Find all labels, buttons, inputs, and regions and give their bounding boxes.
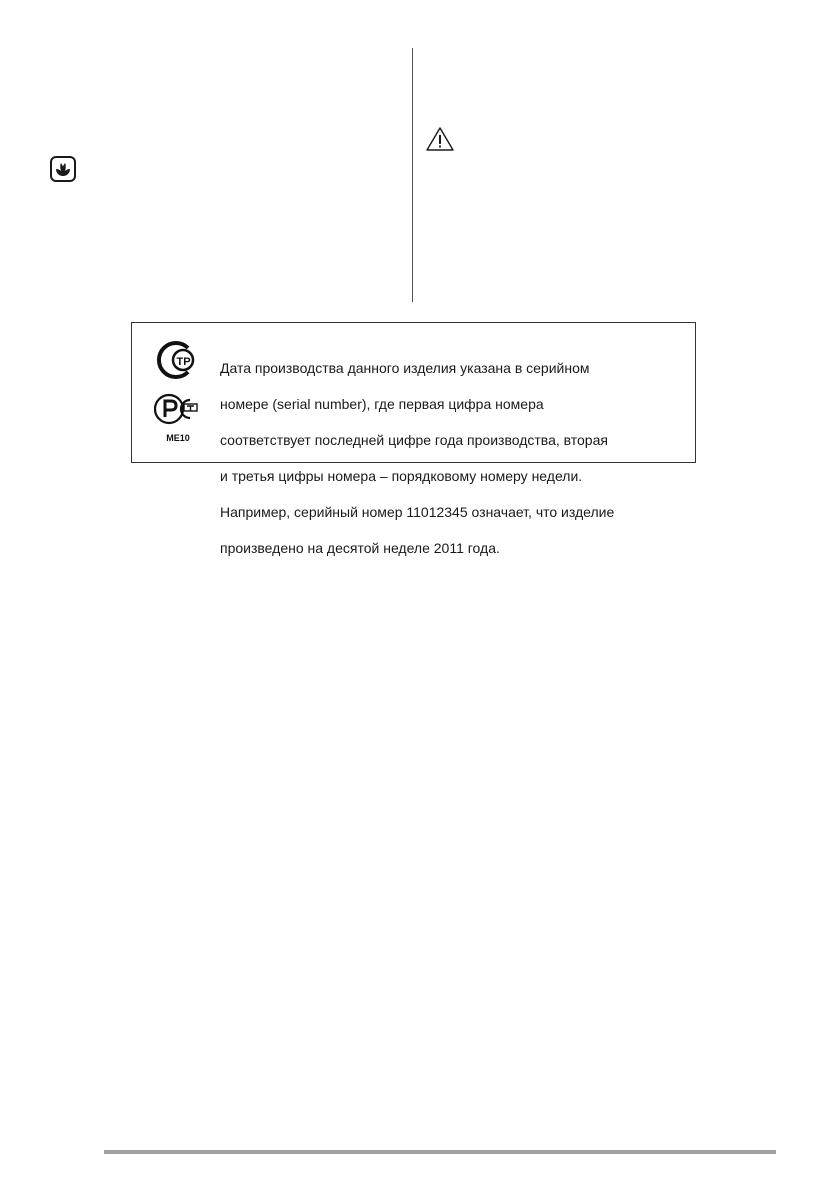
eac-tr-certification-mark: [154, 340, 196, 380]
notice-line: произведено на десятой неделе 2011 года.: [220, 540, 500, 556]
notice-line: соответствует последней цифре года производства, вторая: [220, 432, 608, 448]
flower-environment-icon: [50, 156, 76, 182]
production-date-notice: [131, 322, 696, 556]
warning-triangle-icon: [425, 126, 455, 152]
notice-line: Дата производства данного изделия указана в серийном: [220, 360, 590, 376]
footer-rule: [104, 1150, 776, 1154]
notice-text: [220, 341, 690, 575]
svg-text:ТР: ТР: [176, 356, 191, 368]
gost-r-pct-certification-mark: [154, 392, 200, 426]
certification-code: ME10: [166, 433, 190, 443]
notice-line: номере (serial number), где первая цифра номера: [220, 396, 544, 412]
column-divider: [412, 48, 413, 302]
notice-line: и третья цифры номера – порядковому номеру недели.: [220, 468, 583, 484]
notice-line: Например, серийный номер 11012345 означает, что изделие: [220, 504, 615, 520]
